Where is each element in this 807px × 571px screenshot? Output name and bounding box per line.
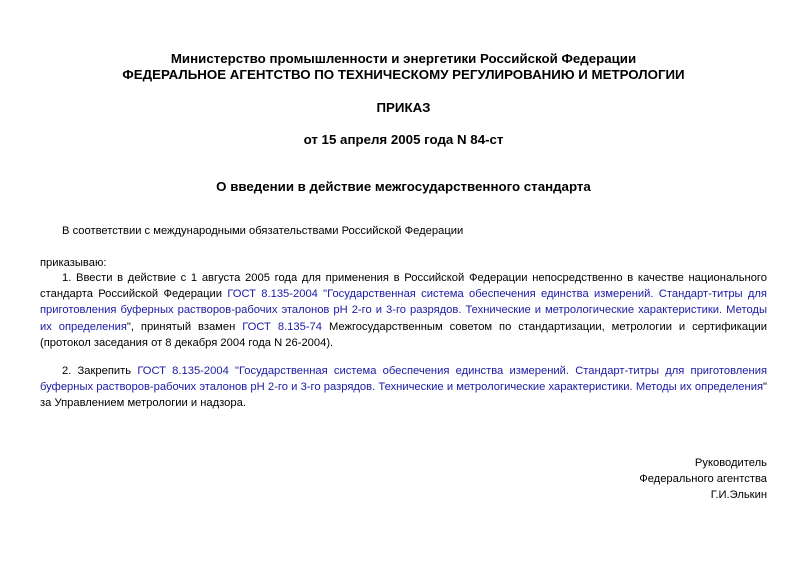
item1-text-end: Межгосударственным советом по стандартизации, метрологии и сертификации (протокол заседания от 8 декабря 2004 года N 26-2004). bbox=[40, 320, 767, 349]
order-word: приказываю: bbox=[40, 257, 107, 269]
order-item-1 bbox=[40, 270, 767, 351]
signature-block bbox=[639, 455, 767, 504]
item1-text-mid: ", принятый взамен bbox=[126, 320, 243, 333]
signature-org: Федерального агентства bbox=[639, 473, 767, 486]
preamble: В соответствии с международными обязательствами Российской Федерации bbox=[62, 225, 464, 237]
gost-8-135-2004-link-2[interactable]: ГОСТ 8.135-2004 "Государственная система обеспечения единства измерений. Стандарт-титры для приготовления буферных растворов-рабочих эталонов pH 2-го и 3-го разрядов. Технические и метрологические характеристики. Методы их определения bbox=[40, 365, 767, 394]
document-subject: О введении в действие межгосударственного стандарта bbox=[216, 179, 591, 194]
item2-text-end: " за Управлением метрологии и надзора. bbox=[40, 381, 767, 410]
item1-text-start: 1. Ввести в действие с 1 августа 2005 года для применения в Российской Федерации непосредственно в качестве национального стандарта Российской Федерации bbox=[40, 272, 767, 301]
document-date: от 15 апреля 2005 года N 84-ст bbox=[303, 132, 504, 147]
item2-text-start: 2. Закрепить bbox=[62, 365, 138, 377]
signature-title: Руководитель bbox=[694, 457, 767, 469]
order-item-2 bbox=[40, 363, 767, 412]
document-type: ПРИКАЗ bbox=[376, 100, 431, 115]
agency-name: ФЕДЕРАЛЬНОЕ АГЕНТСТВО ПО ТЕХНИЧЕСКОМУ РЕГУЛИРОВАНИЮ И МЕТРОЛОГИИ bbox=[122, 67, 685, 82]
ministry-name: Министерство промышленности и энергетики Российской Федерации bbox=[170, 51, 637, 66]
gost-8-135-2004-link[interactable]: ГОСТ 8.135-2004 "Государственная система обеспечения единства измерений. Стандарт-титры для приготовления буферных растворов-рабочих эталонов pH 2-го и 3-го разрядов. Технические и метрологические характеристики. Методы их определения bbox=[40, 288, 767, 333]
gost-8-135-74-link[interactable]: ГОСТ 8.135-74 bbox=[242, 320, 322, 333]
signature-name: Г.И.Элькин bbox=[710, 489, 767, 502]
